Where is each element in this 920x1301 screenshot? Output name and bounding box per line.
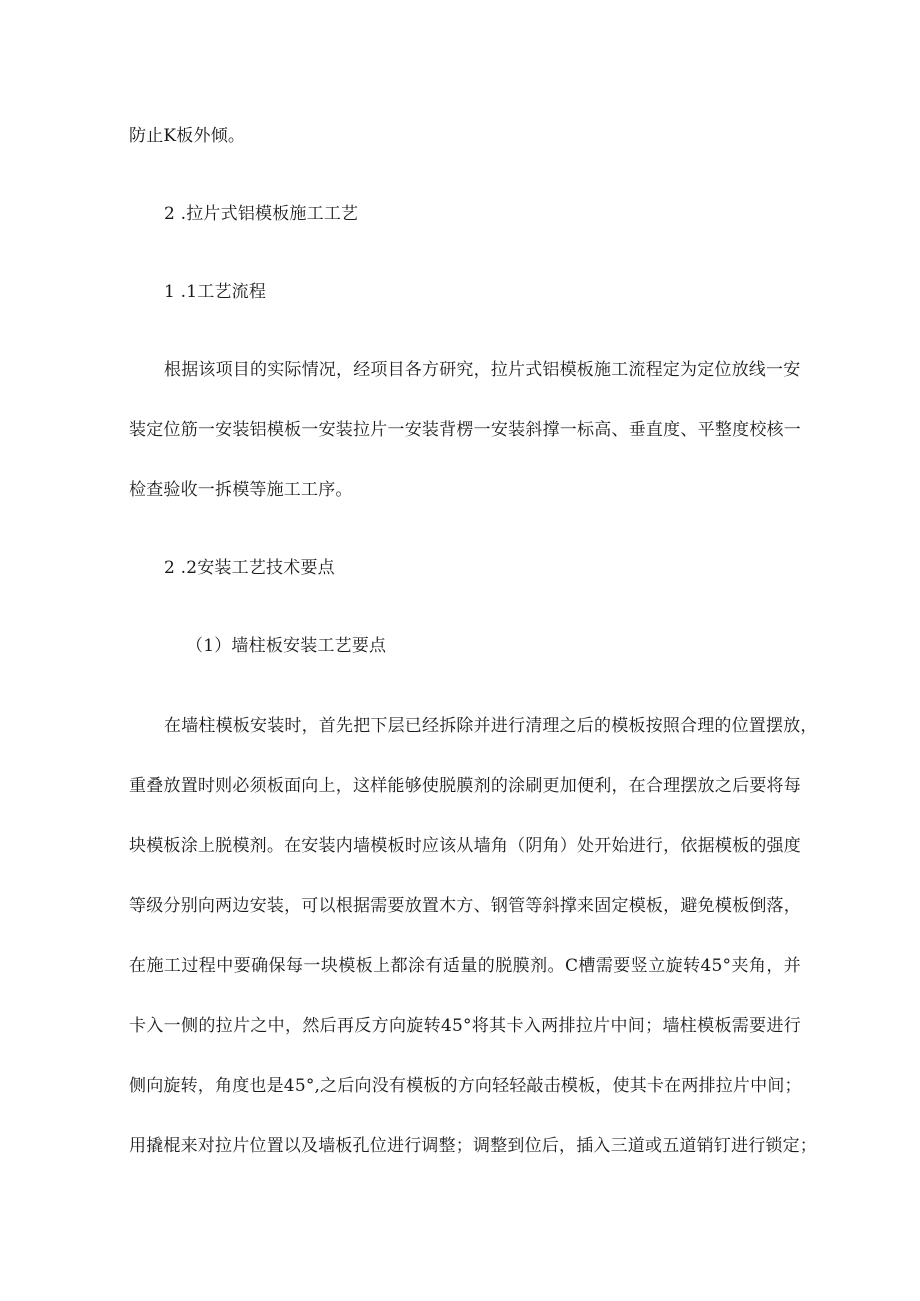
- section-heading: 2 .拉片式铝模板施工工艺: [164, 204, 359, 224]
- paragraph-line: 在墙柱模板安装时，首先把下层已经拆除并进行清理之后的模板按照合理的位置摆放，: [164, 716, 818, 736]
- paragraph-line: 卡入一侧的拉片之中，然后再反方向旋转45°将其卡入两排拉片中间；墙柱模板需要进行: [129, 1016, 801, 1036]
- paragraph-line: 块模板涂上脱模剂。在安装内墙模板时应该从墙角（阴角）处开始进行，依据模板的强度: [129, 836, 801, 856]
- paragraph-line: 用撬棍来对拉片位置以及墙板孔位进行调整；调整到位后，插入三道或五道销钉进行锁定；: [129, 1136, 817, 1156]
- text-line: 防止K板外倾。: [129, 126, 246, 146]
- paragraph-line: 重叠放置时则必须板面向上，这样能够使脱膜剂的涂刷更加便利，在合理摆放之后要将每: [129, 776, 801, 796]
- paragraph-line: 侧向旋转，角度也是45°,之后向没有模板的方向轻轻敲击模板，使其卡在两排拉片中间；: [129, 1076, 802, 1096]
- paragraph-line: 等级分别向两边安装，可以根据需要放置木方、钢管等斜撑来固定模板，避免模板倒落，: [129, 896, 801, 916]
- paragraph-line: 在施工过程中要确保每一块模板上都涂有适量的脱膜剂。C槽需要竖立旋转45°夹角，并: [129, 956, 801, 976]
- paragraph-line: 根据该项目的实际情况，经项目各方研究，拉片式铝模板施工流程定为定位放线一安: [164, 360, 801, 380]
- subsection-heading: 1 .1工艺流程: [164, 282, 267, 302]
- subsection-heading: 2 .2安装工艺技术要点: [164, 558, 335, 578]
- list-heading: （1）墙柱板安装工艺要点: [186, 636, 387, 656]
- paragraph-line: 检查验收一拆模等施工工序。: [129, 480, 353, 500]
- paragraph-line: 装定位筋一安装铝模板一安装拉片一安装背楞一安装斜撑一标高、垂直度、平整度校核一: [129, 420, 801, 440]
